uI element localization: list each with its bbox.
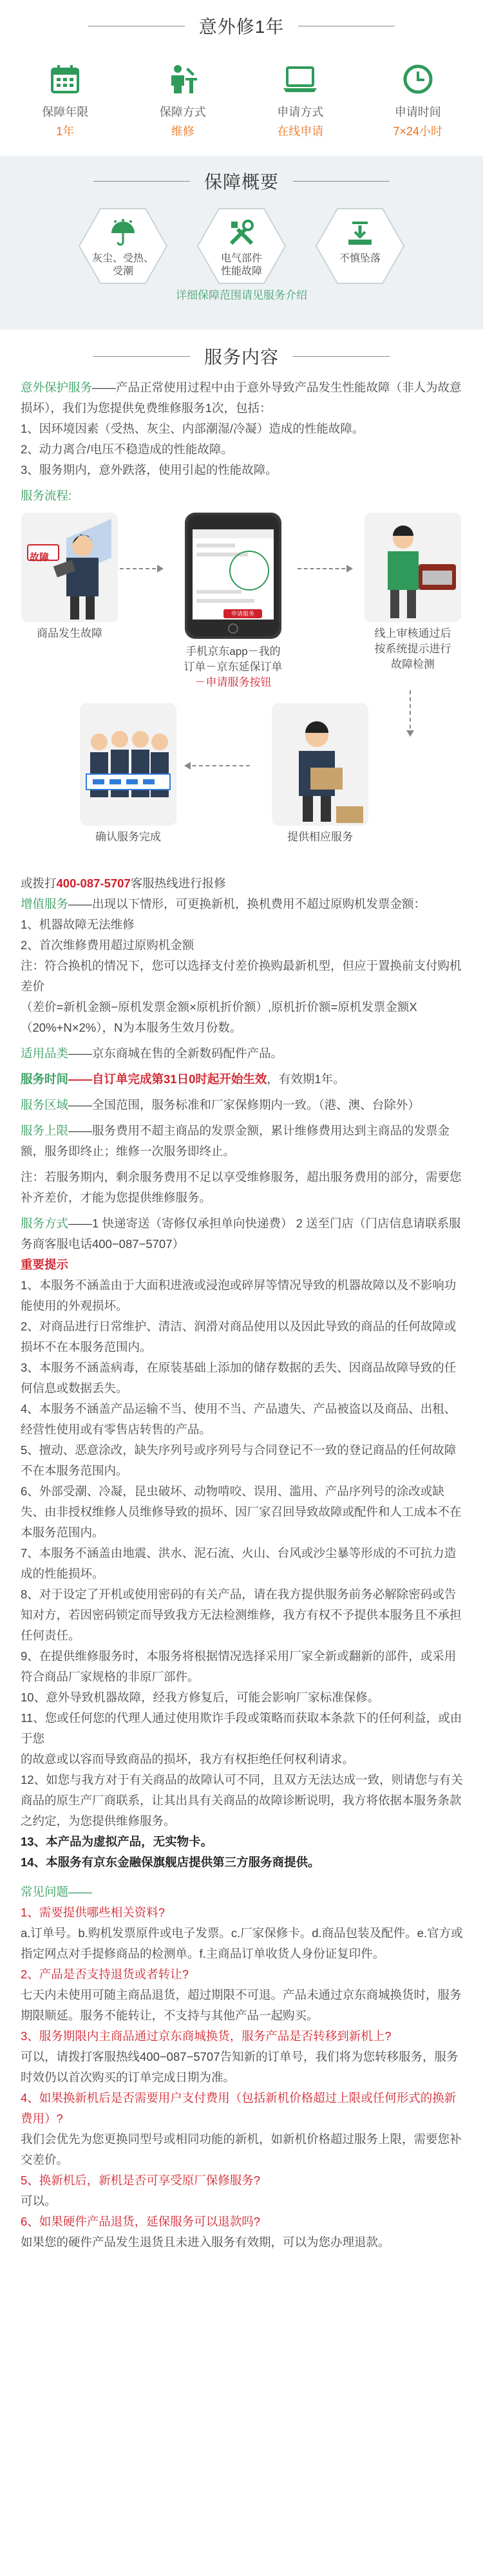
- faq-question: 5、换新机后，新机是否可享受原厂保修服务?: [21, 2174, 261, 2187]
- flow-step-label: 故障检测: [391, 658, 435, 670]
- flow-step-fault: [18, 513, 121, 641]
- notice-item: 11、您或任何您的代理人通过使用欺诈手段或策略而获取本条款下的任何利益，或由于您: [21, 1711, 462, 1745]
- notice-item: 4、本服务不涵盖产品运输不当、使用不当、产品遗失、产品被盗以及商品、出租、经营性使用或有零售店转售的产品。: [21, 1402, 457, 1436]
- upgrade-item: 注：符合换机的情况下，您可以选择支付差价换购最新机型，但应于置换前支付购机差价: [21, 959, 462, 993]
- notice-item: 3、本服务不涵盖病毒，在原装基础上添加的储存数据的丢失、因商品故障导致的任何信息或数据丢失。: [21, 1361, 457, 1395]
- feature-item: [245, 59, 355, 156]
- faq-question: 4、如果换新机后是否需要用户支付费用（包括新机价格超过上限或任何形式的换新费用）?: [21, 2091, 457, 2125]
- flow-step-complete: [73, 703, 183, 845]
- faq-question: 6、如果硬件产品退货，延保服务可以退款吗?: [21, 2215, 261, 2228]
- flow-step-label: 按系统提示进行: [374, 643, 451, 655]
- feature-value: 7×24小时: [393, 125, 443, 138]
- feature-row: [0, 52, 483, 156]
- hotline-number[interactable]: 400-087-5707: [56, 876, 131, 890]
- phone-illustration: [185, 513, 281, 639]
- no-drop-icon: [315, 219, 405, 251]
- hotline-line: 或拨打400-087-5707客服热线进行报修: [21, 876, 226, 890]
- notice-item: 5、擅动、恶意涂改，缺失序列号或序列号与合同登记不一致的登记商品的任何故障不在本服务范围内。: [21, 1443, 457, 1477]
- flow-arrow: [410, 690, 411, 735]
- faq-answer: 七天内未使用可随主商品退货，超过期限不可退。产品未通过京东商城换货时，服务期限顺延。服务不能转让，不支持与其他产品一起购买。: [21, 1988, 462, 2022]
- team-illustration: [80, 703, 176, 826]
- intro-list-item: 2、动力离合/电压不稳造成的性能故障。: [21, 442, 233, 456]
- flow-step-label: 商品发生故障: [37, 627, 102, 639]
- limit-note: 注：若服务期内，剩余服务费用不足以享受维修服务，超出服务费用的部分，需要您补齐差价，才能为您提供维修服务。: [21, 1170, 462, 1204]
- flow-arrow: [120, 568, 162, 569]
- overview-item: [315, 207, 405, 285]
- service-content: [0, 377, 483, 506]
- feature-value: 维修: [171, 125, 194, 138]
- notice-item: 8、对于设定了开机或使用密码的有关产品，请在我方提供服务前务必解除密码或告知对方，若因密码锁定而导致我方无法检测维修，我方有权不予提供本服务且不承担任何责任。: [21, 1587, 462, 1642]
- flow-step-label: －申请服务按钮: [194, 676, 272, 688]
- time-paragraph: 服务时间——自订单完成第31日0时起开始生效，有效期1年。: [21, 1072, 345, 1086]
- flow-step-label: 提供相应服务: [287, 831, 353, 843]
- overview-item: [196, 207, 287, 285]
- provide-service-illustration: [272, 703, 368, 826]
- region-paragraph: 服务区域——全国范围，服务标准和厂家保修期内一致。（港、澳、台除外）: [21, 1098, 420, 1112]
- overview-items: [0, 207, 483, 285]
- technician-illustration: [365, 513, 461, 622]
- laptop-icon: [245, 59, 355, 99]
- header: [0, 0, 483, 52]
- faq-question: 2、产品是否支持退货或者转让?: [21, 1967, 189, 1981]
- faq-question: 1、需要提供哪些相关资料?: [21, 1906, 166, 1919]
- feature-item: [128, 59, 238, 156]
- overview-section: [0, 156, 483, 330]
- notice-item: 的故意或以容而导致商品的损坏，我方有权拒绝任何权利请求。: [21, 1752, 355, 1766]
- notice-item: 12、如您与我方对于有关商品的故障认可不同，且双方无法达成一致，则请您与有关商品的原生产厂商联系，让其出具有关商品的故障诊断说明，我方将依据本服务条款之约定，为您提供维修服务。: [21, 1773, 463, 1828]
- feature-value: 1年: [56, 125, 75, 138]
- flow-title: 服务流程:: [21, 489, 72, 502]
- faq-title: 常见问题——: [21, 1885, 93, 1899]
- notice-bold-item: 13、本产品为虚拟产品，无实物卡。: [21, 1835, 213, 1848]
- upgrade-item: 2、首次维修费用超过原购机金额: [21, 938, 194, 952]
- flow-step-apply: [169, 513, 298, 690]
- repair-person-icon: [128, 59, 238, 99]
- notice-item: 2、对商品进行日常维护、清洁、润滑对商品使用以及因此导致的商品的任何故障或损坏不在本服务范围内。: [21, 1320, 457, 1354]
- fault-illustration: [21, 513, 118, 622]
- flow-step-label: 订单－京东延保订单: [184, 661, 283, 673]
- notice-bold-item: 14、本服务有京东金融保旗舰店提供第三方服务商提供。: [21, 1855, 320, 1869]
- service-header: [0, 335, 483, 377]
- calendar-icon: [10, 59, 120, 99]
- divider: [93, 181, 190, 182]
- divider: [293, 356, 390, 357]
- scope-paragraph: 适用品类——京东商城在售的全新数码配件产品。: [21, 1046, 283, 1060]
- flow-step-provide: [259, 703, 381, 845]
- notice-item: 10、意外导致机器故障，经我方修复后，可能会影响厂家标准保修。: [21, 1690, 380, 1704]
- service-details: [0, 873, 483, 2253]
- notice-item: 7、本服务不涵盖由地震、洪水、泥石流、火山、台风或沙尘暴等形成的不可抗力造成的性能损坏。: [21, 1546, 457, 1580]
- limit-paragraph: 服务上限——服务费用不超主商品的发票金额，累计维修费用达到主商品的发票金额，服务即终止；维修一次服务即终止。: [21, 1124, 450, 1158]
- faq-question: 3、服务期限内主商品通过京东商城换货，服务产品是否转移到新机上?: [21, 2029, 392, 2043]
- overview-detail-link[interactable]: 详细保障范围请见服务介绍: [176, 289, 307, 301]
- divider: [293, 181, 390, 182]
- flow-step-check: [358, 513, 468, 672]
- feature-label: 保障方式: [159, 106, 206, 118]
- clock-icon: [363, 59, 473, 99]
- service-flow: [0, 510, 483, 871]
- overview-header: [0, 156, 483, 206]
- feature-item: [363, 59, 473, 156]
- flow-arrow: [298, 568, 352, 569]
- faq-answer: 如果您的硬件产品发生退货且未进入服务有效期，可以为您办理退款。: [21, 2235, 390, 2249]
- overview-item-label: 电气部件 性能故障: [220, 253, 262, 277]
- feature-label: 申请方式: [277, 106, 324, 118]
- service-title: 服务内容: [204, 347, 279, 367]
- divider: [93, 356, 190, 357]
- method-paragraph: 服务方式——1 快递寄送（寄修仅承担单向快递费） 2 送至门店（门店信息请联系服务商客服电话400−087−5707）: [21, 1217, 461, 1251]
- notice-item: 1、本服务不涵盖由于大面积进液或浸泡或碎屏等情况导致的机器故障以及不影响功能使用的外观损坏。: [21, 1278, 457, 1312]
- flow-step-label: 手机京东app－我的: [185, 645, 281, 658]
- faq-answer: a.订单号。b.购机发票原件或电子发票。c.厂家保修卡。d.商品包装及配件。e.官方或指定网点对手提修商品的检测单。f.主商品订单收货人身份证复印件。: [21, 1926, 463, 1960]
- intro-list-item: 1、因环境因素（受热、灰尘、内部潮湿/冷凝）造成的性能故障。: [21, 422, 365, 435]
- overview-item: [78, 207, 168, 285]
- upgrade-paragraph: 增值服务——出现以下情形，可更换新机，换机费用不超过原购机发票金额：: [21, 897, 426, 911]
- notice-item: 9、在提供维修服务时，本服务将根据情况选择采用厂家全新或翻新的部件，或采用符合商品厂家规格的非原厂部件。: [21, 1649, 457, 1683]
- fault-label: 故障: [30, 552, 50, 563]
- upgrade-item: （差价=新机金额−原机发票金额×原机折价额）,原机折价额=原机发票金额X（20%+N×2%），N为本服务生效月份数。: [21, 1000, 417, 1034]
- feature-label: 保障年限: [42, 106, 89, 118]
- tools-icon: [196, 219, 287, 251]
- faq-answer: 我们会优先为您更换同型号或相同功能的新机，如新机价格超过服务上限，需要您补交差价。: [21, 2132, 462, 2166]
- overview-title: 保障概要: [204, 172, 279, 192]
- notice-title: 重要提示: [21, 1258, 69, 1271]
- overview-item-label: 灰尘、受热、 受潮: [91, 253, 154, 277]
- umbrella-rain-icon: [78, 219, 168, 251]
- faq-answer: 可以，请拨打客服热线400−087−5707告知新的订单号，我们将为您转移服务，服务时效仍以首次购买的订单完成日期为准。: [21, 2050, 459, 2084]
- upgrade-item: 1、机器故障无法维修: [21, 918, 135, 931]
- feature-value: 在线申请: [277, 125, 324, 138]
- faq-answer: 可以。: [21, 2194, 57, 2208]
- intro-paragraph: 意外保护服务——产品正常使用过程中由于意外导致产品发生性能故障（非人为故意损坏），我们为您提供免费维修服务1次，包括：: [21, 381, 462, 415]
- flow-arrow: [185, 765, 250, 766]
- flow-step-label: 确认服务完成: [95, 831, 161, 843]
- feature-label: 申请时间: [394, 106, 441, 118]
- overview-item-label: 不慎坠落: [339, 253, 381, 264]
- feature-item: [10, 59, 120, 156]
- apply-service-button[interactable]: 申请服务: [231, 611, 254, 617]
- page-title: 意外修1年: [198, 17, 285, 37]
- intro-list-item: 3、服务期内，意外跌落，使用引起的性能故障。: [21, 463, 278, 477]
- flow-step-label: 线上审核通过后: [374, 627, 451, 639]
- notice-item: 6、外部受潮、冷凝，昆虫破坏、动物啃咬、误用、滥用、产品序列号的涂改或缺失、由非授权维修人员维修导致的损坏、因厂家召回导致故障或配件和人工成本不在本服务范围内。: [21, 1484, 462, 1539]
